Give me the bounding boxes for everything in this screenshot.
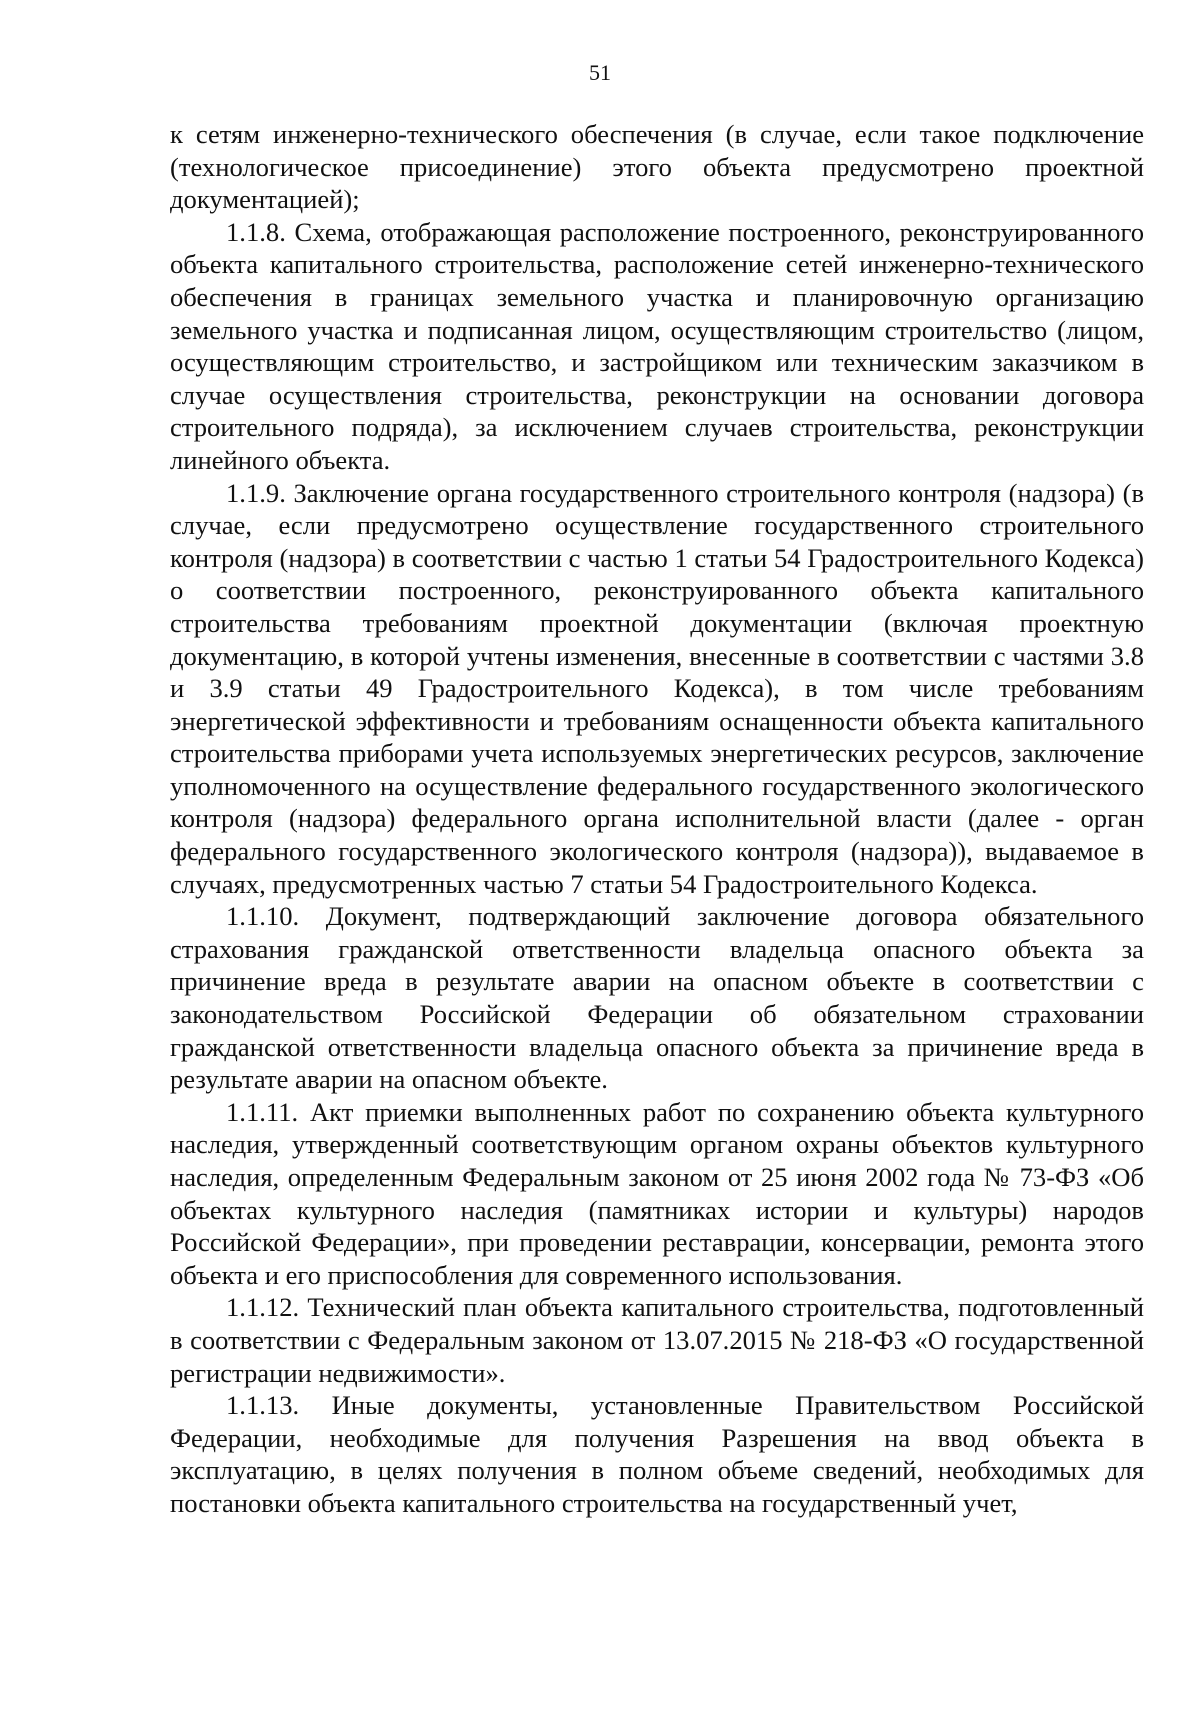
page-number: 51 — [589, 60, 611, 85]
paragraph-item-1-1-9: 1.1.9. Заключение органа государственного строительного контроля (надзора) (в случае, если предусмотрено осуществление государственного строительного контроля (надзора) в соответствии с частью 1 статьи 54 Градостроительного Кодекса) о соответствии построенного, реконструированного объекта капитального строительства требованиям проектной документации (включая проектную документацию, в которой учтены изменения, внесенные в соответствии с частями 3.8 и 3.9 статьи 49 Градостроительного Кодекса), в том числе требованиям энергетической эффективности и требованиям оснащенности объекта капитального строительства приборами учета используемых энергетических ресурсов, заключение уполномоченного на осуществление федерального государственного экологического контроля (надзора) федерального органа исполнительной власти (далее - орган федерального государственного экологического контроля (надзора)), выдаваемое в случаях, предусмотренных частью 7 статьи 54 Градостроительного Кодекса. — [170, 477, 1144, 899]
paragraph-item-1-1-12: 1.1.12. Технический план объекта капитального строительства, подготовленный в соответствии с Федеральным законом от 13.07.2015 № 218-ФЗ «О государственной регистрации недвижимости». — [170, 1292, 1144, 1388]
document-body — [170, 118, 1144, 1520]
paragraph-item-1-1-10: 1.1.10. Документ, подтверждающий заключение договора обязательного страхования гражданской ответственности владельца опасного объекта за причинение вреда в результате аварии на опасном объекте в соответствии с законодательством Российской Федерации об обязательном страховании гражданской ответственности владельца опасного объекта за причинение вреда в результате аварии на опасном объекте. — [170, 901, 1144, 1095]
paragraph-item-1-1-11: 1.1.11. Акт приемки выполненных работ по сохранению объекта культурного наследия, утвержденный соответствующим органом охраны объектов культурного наследия, определенным Федеральным законом от 25 июня 2002 года № 73-ФЗ «Об объектах культурного наследия (памятниках истории и культуры) народов Российской Федерации», при проведении реставрации, консервации, ремонта этого объекта и его приспособления для современного использования. — [170, 1096, 1144, 1290]
paragraph-item-1-1-8: 1.1.8. Схема, отображающая расположение построенного, реконструированного объекта капитального строительства, расположение сетей инженерно-технического обеспечения в границах земельного участка и планировочную организацию земельного участка и подписанная лицом, осуществляющим строительство (лицом, осуществляющим строительство, и застройщиком или техническим заказчиком в случае осуществления строительства, реконструкции на основании договора строительного подряда), за исключением случаев строительства, реконструкции линейного объекта. — [170, 216, 1144, 475]
paragraph-item-1-1-13: 1.1.13. Иные документы, установленные Правительством Российской Федерации, необходимые для получения Разрешения на ввод объекта в эксплуатацию, в целях получения в полном объеме сведений, необходимых для постановки объекта капитального строительства на государственный учет, — [170, 1390, 1144, 1518]
paragraph-continuation: к сетям инженерно-технического обеспечения (в случае, если такое подключение (технологическое присоединение) этого объекта предусмотрено проектной документацией); — [170, 119, 1144, 215]
